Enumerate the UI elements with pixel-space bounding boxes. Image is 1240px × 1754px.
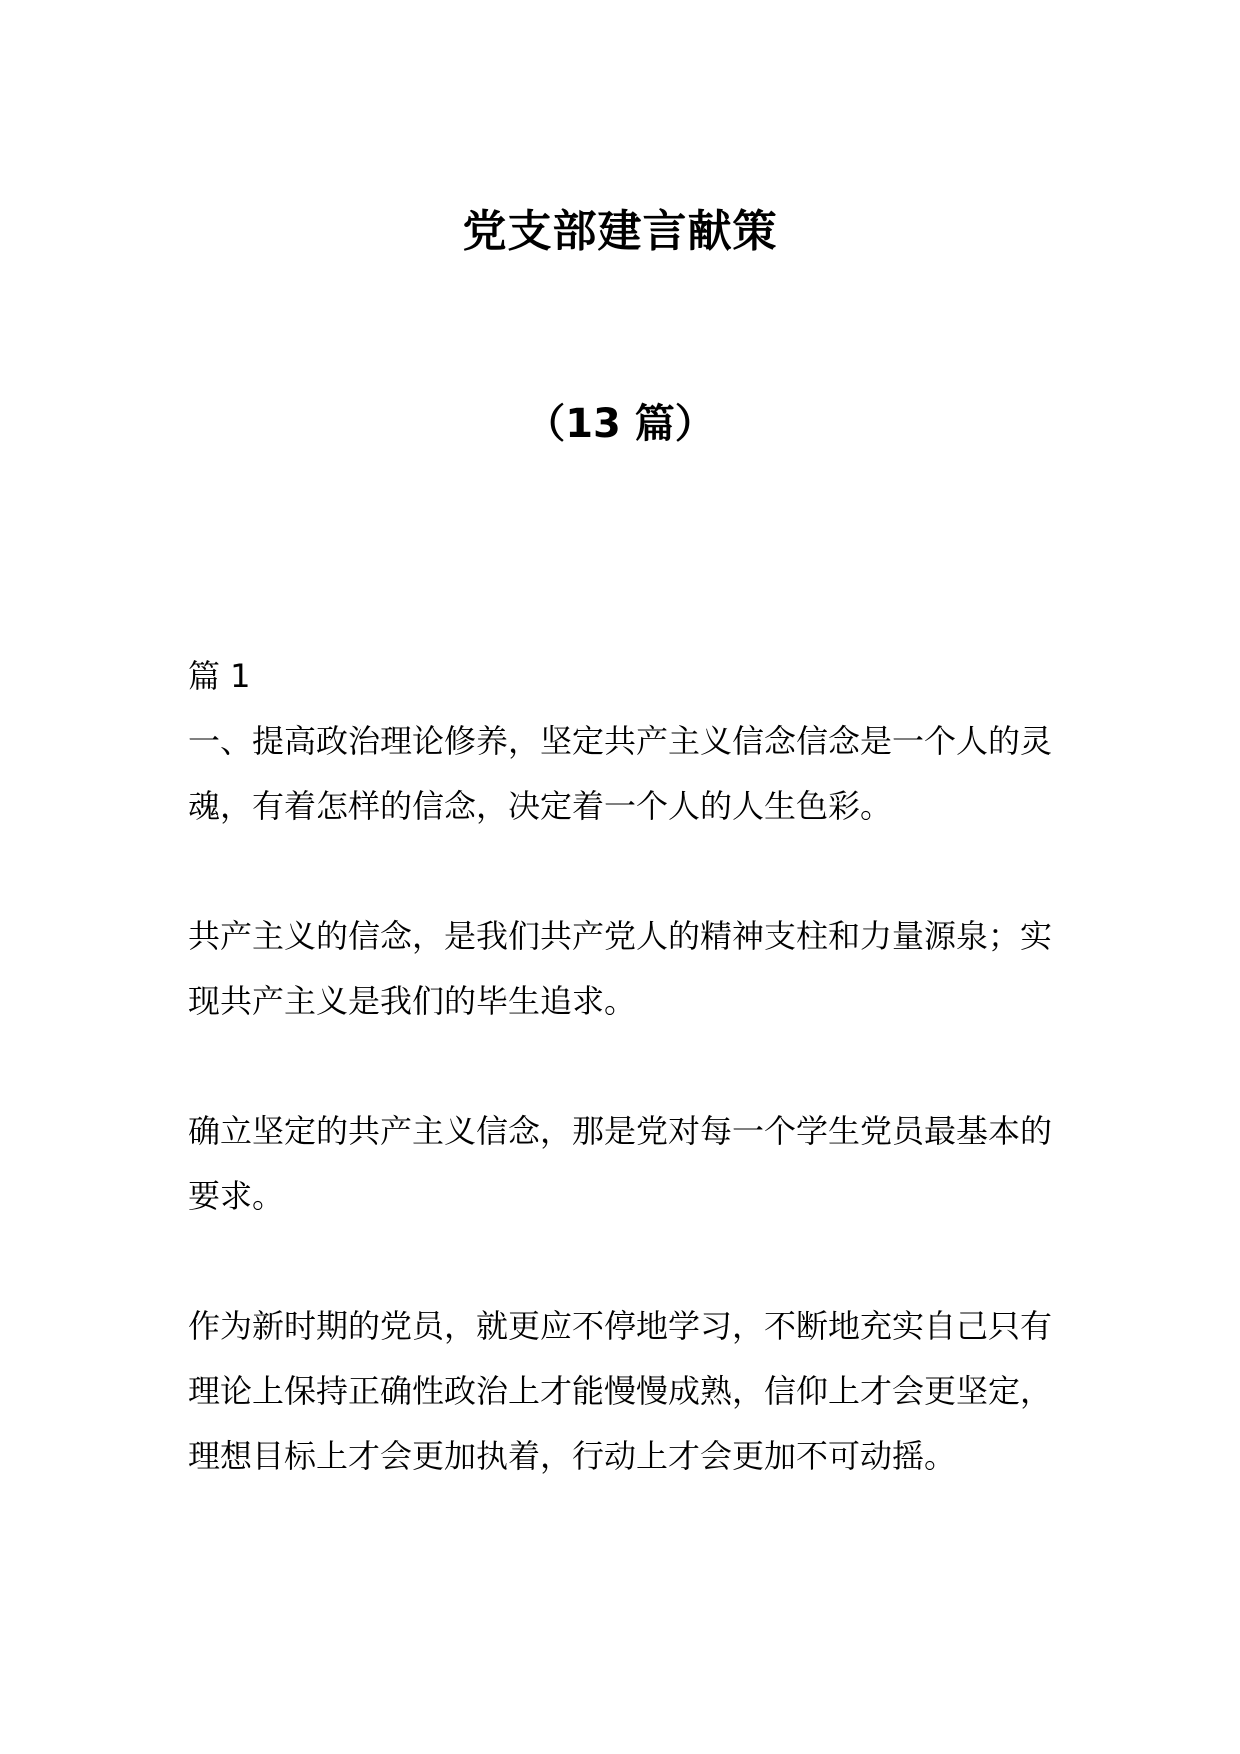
document-title: 党支部建言献策 [462, 206, 778, 257]
paragraph-3: 确立坚定的共产主义信念，那是党对每一个学生党员最基本的要求。 [188, 1112, 1053, 1215]
document-subtitle: （13 篇） [525, 401, 715, 447]
paragraph-4: 作为新时期的党员，就更应不停地学习，不断地充实自己只有理论上保持正确性政治上才能慢慢成熟，信仰上才会更坚定，理想目标上才会更加执着，行动上才会更加不可动摇。 [188, 1307, 1053, 1475]
document-body [188, 644, 1058, 1489]
paragraph-2: 共产主义的信念，是我们共产党人的精神支柱和力量源泉；实现共产主义是我们的毕生追求。 [188, 917, 1053, 1020]
paragraph-1: 一、提高政治理论修养，坚定共产主义信念信念是一个人的灵魂，有着怎样的信念，决定着一个人的人生色彩。 [188, 722, 1053, 825]
section-label: 篇 1 [188, 657, 251, 695]
